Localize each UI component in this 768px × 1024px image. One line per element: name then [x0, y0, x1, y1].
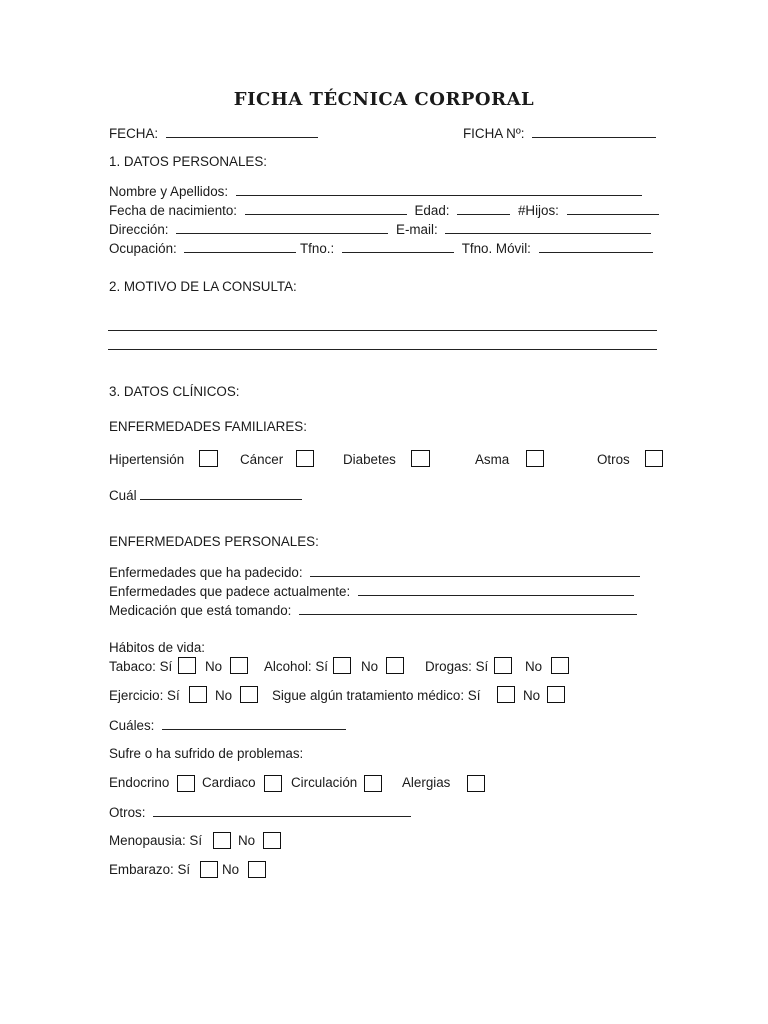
- alcohol-si-label: Alcohol: Sí: [264, 659, 329, 674]
- drogas-no-label: No: [525, 659, 543, 674]
- personales-heading: ENFERMEDADES PERSONALES:: [109, 534, 319, 549]
- cuales-row: [109, 717, 346, 733]
- cuales-field[interactable]: [162, 717, 346, 730]
- otros-fam-label: Otros: [597, 452, 630, 467]
- tfno-label: Tfno.:: [299, 241, 335, 256]
- alergias-label: Alergias: [402, 775, 451, 790]
- movil-label: Tfno. Móvil:: [461, 241, 531, 256]
- edad-label: Edad:: [414, 203, 450, 218]
- direccion-field[interactable]: [176, 221, 388, 234]
- ocupacion-field[interactable]: [184, 240, 296, 253]
- medicacion-row: [109, 602, 637, 618]
- cual-field[interactable]: [140, 487, 302, 500]
- form-title: FICHA TÉCNICA CORPORAL: [233, 89, 535, 110]
- padece-field[interactable]: [358, 583, 634, 596]
- fecha-row: [109, 125, 318, 141]
- menopausia-no-label: No: [238, 833, 256, 848]
- problemas-heading: Sufre o ha sufrido de problemas:: [109, 746, 304, 761]
- alergias-checkbox[interactable]: [467, 775, 485, 792]
- motivo-line-1[interactable]: [108, 330, 657, 331]
- embarazo-no-checkbox[interactable]: [248, 861, 266, 878]
- ejercicio-no-checkbox[interactable]: [240, 686, 258, 703]
- endocrino-label: Endocrino: [109, 775, 170, 790]
- padecido-field[interactable]: [310, 564, 640, 577]
- tabaco-no-checkbox[interactable]: [230, 657, 248, 674]
- motivo-line-2[interactable]: [108, 349, 657, 350]
- drogas-no-checkbox[interactable]: [551, 657, 569, 674]
- otros-label: Otros:: [109, 805, 146, 820]
- section-datos-clinicos: 3. DATOS CLÍNICOS:: [109, 384, 240, 399]
- drogas-si-label: Drogas: Sí: [425, 659, 489, 674]
- menopausia-si-checkbox[interactable]: [213, 832, 231, 849]
- movil-field[interactable]: [539, 240, 653, 253]
- medicacion-field[interactable]: [299, 602, 637, 615]
- cuales-label: Cuáles:: [109, 718, 155, 733]
- menopausia-no-checkbox[interactable]: [263, 832, 281, 849]
- habitos-heading: Hábitos de vida:: [109, 640, 206, 655]
- ficha-field[interactable]: [532, 125, 656, 138]
- nacimiento-field[interactable]: [245, 202, 407, 215]
- hipertension-label: Hipertensión: [109, 452, 185, 467]
- otros-row: [109, 804, 411, 820]
- email-label: E-mail:: [396, 222, 438, 237]
- padecido-label: Enfermedades que ha padecido:: [109, 565, 303, 580]
- direccion-label: Dirección:: [109, 222, 169, 237]
- cual-row: [109, 487, 302, 503]
- edad-field[interactable]: [457, 202, 510, 215]
- nacimiento-label: Fecha de nacimiento:: [109, 203, 238, 218]
- embarazo-no-label: No: [222, 862, 240, 877]
- ejercicio-no-label: No: [215, 688, 233, 703]
- hipertension-checkbox[interactable]: [199, 450, 218, 467]
- familiares-heading: ENFERMEDADES FAMILIARES:: [109, 419, 307, 434]
- asma-label: Asma: [475, 452, 510, 467]
- section-datos-personales: 1. DATOS PERSONALES:: [109, 154, 268, 169]
- tratamiento-si-label: Sigue algún tratamiento médico: Sí: [272, 688, 481, 703]
- circulacion-label: Circulación: [291, 775, 358, 790]
- cardiaco-checkbox[interactable]: [264, 775, 282, 792]
- drogas-si-checkbox[interactable]: [494, 657, 512, 674]
- fecha-label: FECHA:: [109, 126, 159, 141]
- tfno-field[interactable]: [342, 240, 454, 253]
- menopausia-si-label: Menopausia: Sí: [109, 833, 203, 848]
- hijos-label: #Hijos:: [517, 203, 559, 218]
- cancer-label: Cáncer: [240, 452, 284, 467]
- otros-field[interactable]: [153, 804, 411, 817]
- embarazo-si-label: Embarazo: Sí: [109, 862, 191, 877]
- endocrino-checkbox[interactable]: [177, 775, 195, 792]
- nombre-label: Nombre y Apellidos:: [109, 184, 229, 199]
- ocupacion-label: Ocupación:: [109, 241, 177, 256]
- tabaco-si-checkbox[interactable]: [178, 657, 196, 674]
- nacimiento-row: [109, 202, 659, 218]
- circulacion-checkbox[interactable]: [364, 775, 382, 792]
- alcohol-no-label: No: [361, 659, 379, 674]
- tabaco-no-label: No: [205, 659, 223, 674]
- nombre-row: [109, 183, 642, 199]
- asma-checkbox[interactable]: [526, 450, 544, 467]
- nombre-field[interactable]: [236, 183, 642, 196]
- padecido-row: [109, 564, 640, 580]
- tratamiento-si-checkbox[interactable]: [497, 686, 515, 703]
- cardiaco-label: Cardiaco: [202, 775, 256, 790]
- ejercicio-si-checkbox[interactable]: [189, 686, 207, 703]
- padece-label: Enfermedades que padece actualmente:: [109, 584, 351, 599]
- hijos-field[interactable]: [567, 202, 659, 215]
- alcohol-no-checkbox[interactable]: [386, 657, 404, 674]
- ejercicio-si-label: Ejercicio: Sí: [109, 688, 180, 703]
- email-field[interactable]: [445, 221, 651, 234]
- fecha-field[interactable]: [166, 125, 318, 138]
- tabaco-si-label: Tabaco: Sí: [109, 659, 173, 674]
- diabetes-checkbox[interactable]: [411, 450, 430, 467]
- direccion-row: [109, 221, 651, 237]
- cancer-checkbox[interactable]: [296, 450, 314, 467]
- alcohol-si-checkbox[interactable]: [333, 657, 351, 674]
- diabetes-label: Diabetes: [343, 452, 396, 467]
- medicacion-label: Medicación que está tomando:: [109, 603, 292, 618]
- tratamiento-no-checkbox[interactable]: [547, 686, 565, 703]
- embarazo-si-checkbox[interactable]: [200, 861, 218, 878]
- ocupacion-row: [109, 240, 653, 256]
- otros-fam-checkbox[interactable]: [645, 450, 663, 467]
- padece-row: [109, 583, 634, 599]
- tratamiento-no-label: No: [523, 688, 541, 703]
- section-motivo-consulta: 2. MOTIVO DE LA CONSULTA:: [109, 279, 297, 294]
- ficha-row: [463, 125, 656, 141]
- cual-label: Cuál: [109, 488, 137, 503]
- ficha-label: FICHA Nº:: [463, 126, 525, 141]
